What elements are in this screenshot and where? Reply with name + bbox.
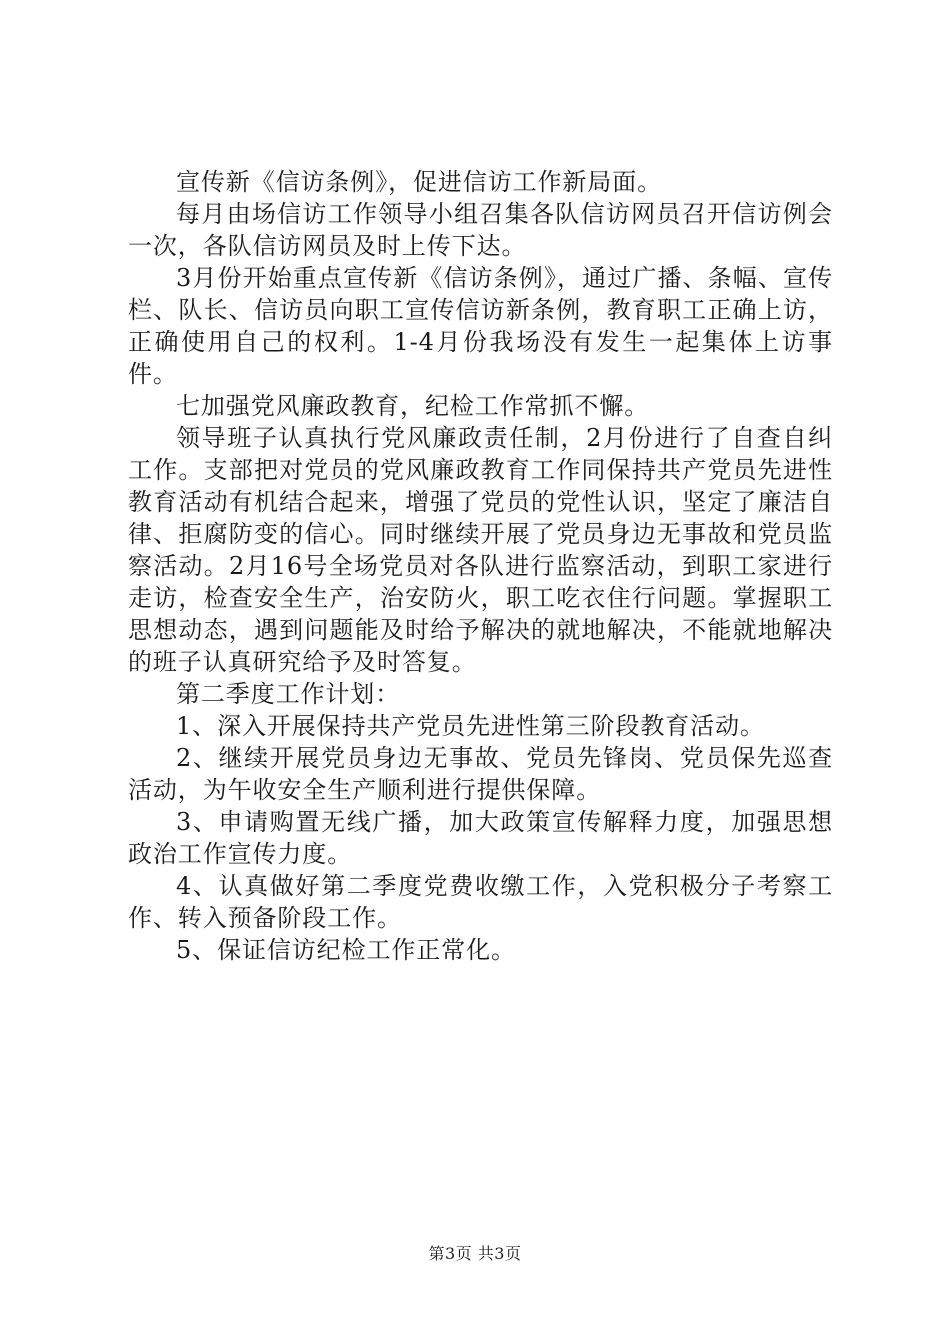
page-number: 第3页 共3页: [428, 1244, 522, 1263]
plan-item-5: 5、保证信访纪检工作正常化。: [176, 936, 516, 964]
paragraph-1: 宣传新《信访条例》，促进信访工作新局面。: [176, 168, 662, 196]
plan-item-1: 1、深入开展保持共产党员先进性第三阶段教育活动。: [176, 712, 765, 740]
document-body: [128, 166, 833, 966]
paragraph-3: 3月份开始重点宣传新《信访条例》，通过广播、条幅、宣传栏、队长、信访员向职工宣传信访新条例，教育职工正确上访，正确使用自己的权利。1-4月份我场没有发生一起集体上访事件。: [128, 264, 833, 388]
plan-item-3: 3、申请购置无线广播，加大政策宣传解释力度，加强思想政治工作宣传力度。: [128, 808, 833, 868]
page-footer: [0, 1244, 950, 1264]
plan-item-4: 4、认真做好第二季度党费收缴工作，入党积极分子考察工作、转入预备阶段工作。: [128, 872, 833, 932]
paragraph-2: 每月由场信访工作领导小组召集各队信访网员召开信访例会一次，各队信访网员及时上传下达。: [128, 200, 833, 260]
plan-heading: 第二季度工作计划：: [176, 680, 401, 708]
plan-item-2: 2、继续开展党员身边无事故、党员先锋岗、党员保先巡查活动，为午收安全生产顺利进行提供保障。: [128, 744, 833, 804]
section-heading-7: 七加强党风廉政教育，纪检工作常抓不懈。: [176, 392, 650, 420]
paragraph-5: 领导班子认真执行党风廉政责任制，2月份进行了自查自纠工作。支部把对党员的党风廉政教育工作同保持共产党员先进性教育活动有机结合起来，增强了党员的党性认识，坚定了廉洁自律、拒腐防变的信心。同时继续开展了党员身边无事故和党员监察活动。2月16号全场党员对各队进行监察活动，到职工家进行走访，检查安全生产，治安防火，职工吃衣住行问题。掌握职工思想动态，遇到问题能及时给予解决的就地解决，不能就地解决的班子认真研究给予及时答复。: [128, 424, 833, 676]
